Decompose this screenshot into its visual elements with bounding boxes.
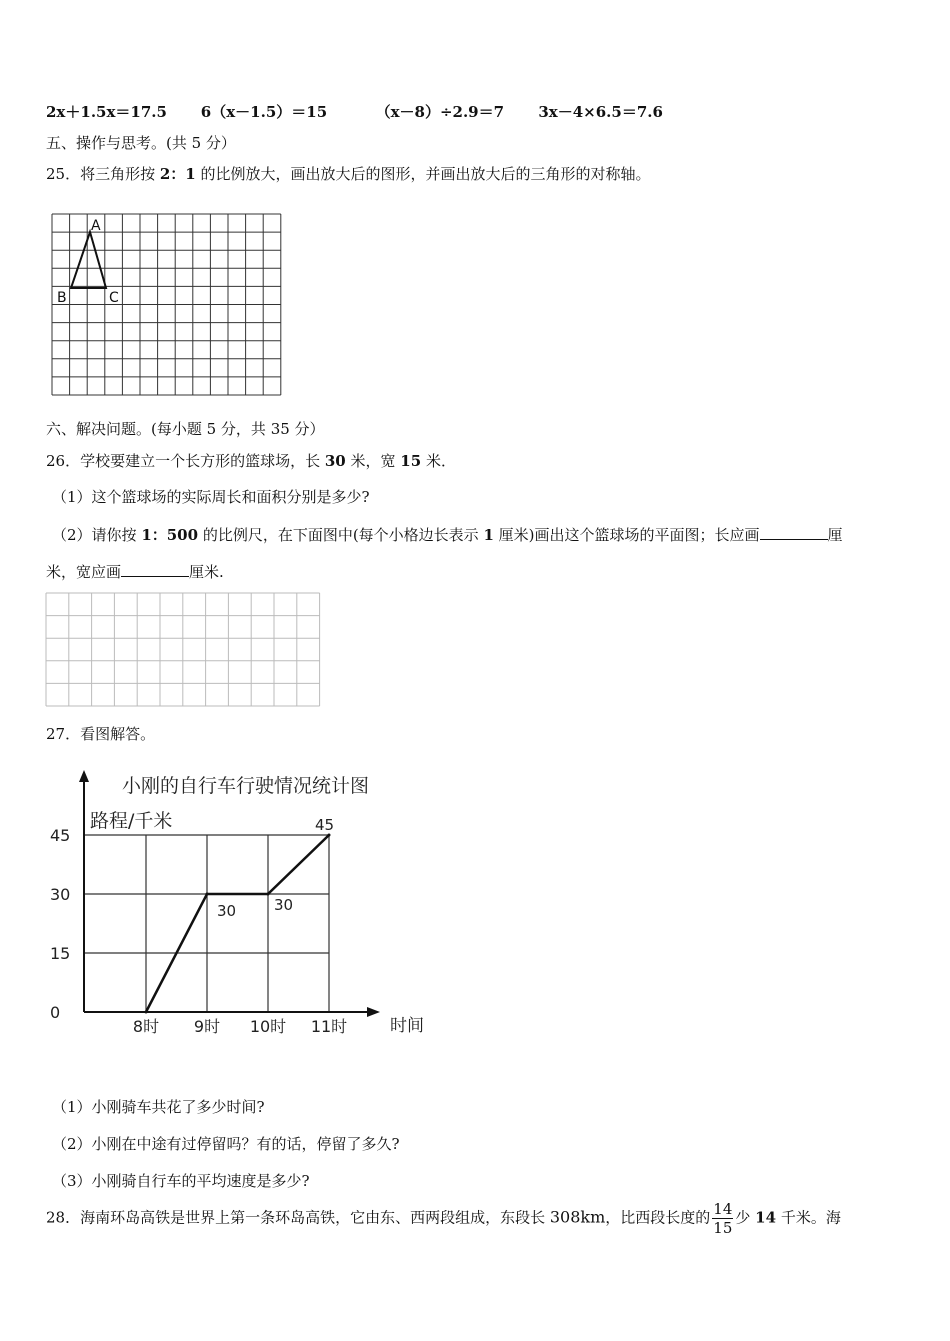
y-tick-label: 45 bbox=[50, 826, 71, 845]
question-26-sub-2-b: 的比例尺，在下面图中(每个小格边长表示 bbox=[198, 526, 484, 544]
triangle-grid bbox=[50, 212, 282, 398]
section-five-heading: 五、操作与思考。(共 5 分） bbox=[46, 134, 236, 152]
question-26-length: 30 bbox=[324, 452, 346, 470]
question-26-number: 26． bbox=[46, 452, 81, 470]
x-tick-label: 11时 bbox=[310, 1017, 348, 1036]
question-26-sub-2-a: （2）请你按 bbox=[52, 526, 142, 544]
data-label: 30 bbox=[274, 896, 294, 914]
question-28-text-d: 千米。海 bbox=[776, 1208, 841, 1227]
question-28-text-b: ，比西段长度的 bbox=[605, 1208, 711, 1227]
question-26 bbox=[46, 450, 456, 471]
equation-4: 3x－4×6.5＝7.6 bbox=[538, 103, 663, 121]
data-label: 30 bbox=[217, 902, 237, 920]
court-grid bbox=[45, 592, 323, 708]
equation-2: 6（x－1.5）＝15 bbox=[200, 103, 328, 121]
question-26-sub-2-e: 米，宽应画 bbox=[46, 563, 122, 581]
question-25-text-b: 的比例放大，画出放大后的图形，并画出放大后的三角形的对称轴。 bbox=[195, 165, 651, 183]
chart-title: 小刚的自行车行驶情况统计图 bbox=[122, 775, 370, 797]
question-26-sub-2-f: 厘米. bbox=[189, 563, 224, 581]
data-label: 45 bbox=[315, 816, 335, 834]
question-25-text-a: 将三角形按 bbox=[80, 165, 160, 183]
series-line bbox=[146, 835, 329, 1012]
question-26-sub-2-cont bbox=[46, 561, 224, 582]
question-28 bbox=[46, 1200, 841, 1237]
grid-lines bbox=[46, 593, 320, 706]
question-28-number: 28． bbox=[46, 1208, 81, 1227]
question-26-sub-2-d: 厘 bbox=[827, 526, 843, 544]
chart-ylabel: 路程/千米 bbox=[90, 810, 173, 832]
x-tick-label: 9时 bbox=[193, 1017, 221, 1036]
question-26-scale: 1：500 bbox=[141, 526, 199, 544]
question-26-sub-1: （1）这个篮球场的实际周长和面积分别是多少? bbox=[52, 488, 370, 506]
question-26-cell: 1 bbox=[483, 526, 494, 544]
equation-row bbox=[46, 101, 663, 122]
question-28-text-c: 少 bbox=[735, 1208, 756, 1227]
chart-series bbox=[145, 816, 335, 1014]
answer-blank-length[interactable] bbox=[760, 525, 828, 540]
x-axis-arrow bbox=[367, 1007, 380, 1017]
data-point bbox=[145, 1011, 148, 1014]
question-26-text-a: 学校要建立一个长方形的篮球场，长 bbox=[80, 452, 325, 470]
question-27-sub-3: （3）小刚骑自行车的平均速度是多少? bbox=[52, 1172, 310, 1190]
answer-blank-width[interactable] bbox=[121, 562, 189, 577]
question-28-east: 308km bbox=[549, 1207, 606, 1227]
question-26-width: 15 bbox=[400, 452, 422, 470]
chart-xlabel: 时间 bbox=[390, 1016, 424, 1036]
question-27-sub-2: （2）小刚在中途有过停留吗？有的话，停留了多久? bbox=[52, 1135, 400, 1153]
question-26-text-b: 米，宽 bbox=[345, 452, 401, 470]
question-26-text-c: 米． bbox=[421, 452, 456, 470]
question-25-number: 25． bbox=[46, 165, 81, 183]
equation-1: 2x＋1.5x＝17.5 bbox=[46, 103, 167, 121]
question-25-ratio: 2：1 bbox=[159, 165, 196, 183]
data-point bbox=[267, 893, 270, 896]
x-tick-label: 10时 bbox=[249, 1017, 287, 1036]
triangle-abc bbox=[71, 232, 106, 288]
fraction bbox=[712, 1200, 733, 1237]
chart-ticks bbox=[50, 826, 347, 1036]
equation-3: （x－8）÷2.9＝7 bbox=[375, 103, 505, 121]
label-b: B bbox=[57, 290, 67, 306]
question-27-heading: 27．看图解答。 bbox=[46, 725, 156, 743]
y-tick-label: 0 bbox=[50, 1003, 61, 1022]
fraction-denominator: 15 bbox=[713, 1219, 733, 1237]
chart-grid bbox=[84, 835, 329, 1012]
question-28-text-a: 海南环岛高铁是世界上第一条环岛高铁，它由东、西两段组成，东段长 bbox=[80, 1208, 550, 1227]
y-tick-label: 30 bbox=[50, 885, 71, 904]
question-28-diff: 14 bbox=[755, 1208, 777, 1227]
section-six-heading: 六、解决问题。(每小题 5 分，共 35 分） bbox=[46, 420, 325, 438]
question-25 bbox=[46, 163, 651, 184]
y-axis-arrow bbox=[79, 770, 89, 782]
question-27-sub-1: （1）小刚骑车共花了多少时间? bbox=[52, 1098, 265, 1116]
y-tick-label: 15 bbox=[50, 944, 71, 963]
label-c: C bbox=[109, 290, 119, 306]
data-point bbox=[206, 893, 209, 896]
question-26-sub-2-c: 厘米)画出这个篮球场的平面图；长应画 bbox=[493, 526, 760, 544]
question-26-sub-2 bbox=[52, 524, 843, 545]
label-a: A bbox=[91, 218, 101, 234]
x-tick-label: 8时 bbox=[132, 1017, 160, 1036]
distance-chart bbox=[40, 762, 440, 1052]
fraction-numerator: 14 bbox=[713, 1200, 733, 1218]
